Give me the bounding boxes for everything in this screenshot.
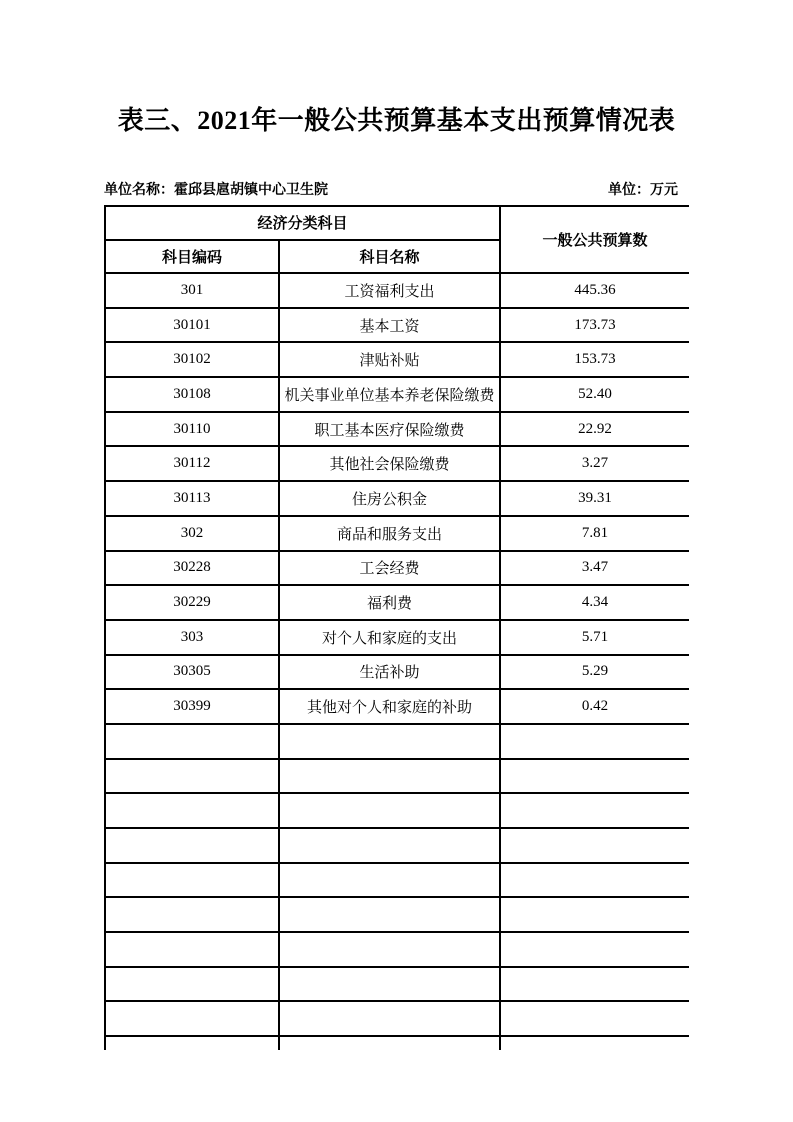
table-row — [105, 308, 689, 343]
cell-name: 其他社会保险缴费 — [279, 446, 500, 481]
cell-budget: 173.73 — [500, 308, 689, 343]
cell-name — [279, 967, 500, 1002]
cell-budget — [500, 724, 689, 759]
header-row-1 — [105, 206, 689, 240]
cell-code: 303 — [105, 620, 279, 655]
cell-name: 生活补助 — [279, 655, 500, 690]
cell-name: 机关事业单位基本养老保险缴费 — [279, 377, 500, 412]
table-header — [105, 206, 689, 273]
table-row — [105, 1036, 689, 1050]
cell-budget — [500, 967, 689, 1002]
cell-name — [279, 897, 500, 932]
cell-code: 30399 — [105, 689, 279, 724]
cell-code: 30228 — [105, 551, 279, 586]
cell-budget — [500, 863, 689, 898]
cell-budget: 3.27 — [500, 446, 689, 481]
cell-budget — [500, 1036, 689, 1050]
cell-code: 30108 — [105, 377, 279, 412]
table-row — [105, 793, 689, 828]
table-row — [105, 689, 689, 724]
cell-name — [279, 1001, 500, 1036]
cell-name: 住房公积金 — [279, 481, 500, 516]
cell-budget — [500, 793, 689, 828]
cell-budget: 5.71 — [500, 620, 689, 655]
cell-name: 对个人和家庭的支出 — [279, 620, 500, 655]
cell-budget: 0.42 — [500, 689, 689, 724]
table-row — [105, 412, 689, 447]
table-row — [105, 724, 689, 759]
table-row — [105, 342, 689, 377]
cell-budget: 22.92 — [500, 412, 689, 447]
cell-name: 职工基本医疗保险缴费 — [279, 412, 500, 447]
cell-budget: 39.31 — [500, 481, 689, 516]
cell-code — [105, 863, 279, 898]
header-economic-category: 经济分类科目 — [105, 206, 500, 240]
cell-code — [105, 1001, 279, 1036]
cell-budget — [500, 932, 689, 967]
unit-label: 单位：万元 — [608, 183, 678, 198]
cell-name: 工资福利支出 — [279, 273, 500, 308]
header-subject-name: 科目名称 — [279, 240, 500, 274]
table-row — [105, 828, 689, 863]
cell-code: 301 — [105, 273, 279, 308]
cell-budget — [500, 759, 689, 794]
cell-name: 商品和服务支出 — [279, 516, 500, 551]
cell-budget: 4.34 — [500, 585, 689, 620]
cell-budget — [500, 828, 689, 863]
table-row — [105, 1001, 689, 1036]
cell-name — [279, 1036, 500, 1050]
budget-table — [104, 205, 689, 1050]
cell-name — [279, 863, 500, 898]
cell-name — [279, 724, 500, 759]
cell-code — [105, 932, 279, 967]
cell-budget: 7.81 — [500, 516, 689, 551]
cell-code — [105, 828, 279, 863]
table-row — [105, 759, 689, 794]
cell-name: 基本工资 — [279, 308, 500, 343]
cell-budget: 3.47 — [500, 551, 689, 586]
page-title: 表三、2021年一般公共预算基本支出预算情况表 — [117, 106, 676, 135]
cell-name: 津贴补贴 — [279, 342, 500, 377]
cell-budget: 5.29 — [500, 655, 689, 690]
cell-name: 其他对个人和家庭的补助 — [279, 689, 500, 724]
unit-name — [104, 179, 328, 199]
table-row — [105, 446, 689, 481]
cell-name: 福利费 — [279, 585, 500, 620]
table-row — [105, 897, 689, 932]
cell-code: 30110 — [105, 412, 279, 447]
cell-code: 30305 — [105, 655, 279, 690]
cell-code — [105, 793, 279, 828]
table-row — [105, 655, 689, 690]
table-body — [105, 273, 689, 1050]
cell-code: 302 — [105, 516, 279, 551]
unit-name-label: 单位名称： — [104, 183, 174, 198]
cell-name: 工会经费 — [279, 551, 500, 586]
table-row — [105, 551, 689, 586]
cell-code — [105, 724, 279, 759]
cell-budget: 52.40 — [500, 377, 689, 412]
meta-row — [104, 179, 689, 199]
table-row — [105, 967, 689, 1002]
cell-code — [105, 897, 279, 932]
table-row — [105, 620, 689, 655]
table-row — [105, 273, 689, 308]
table-row — [105, 377, 689, 412]
unit-name-value: 霍邱县扈胡镇中心卫生院 — [174, 183, 328, 198]
table-row — [105, 516, 689, 551]
cell-name — [279, 828, 500, 863]
cell-budget: 153.73 — [500, 342, 689, 377]
cell-budget — [500, 897, 689, 932]
table-row — [105, 585, 689, 620]
cell-name — [279, 932, 500, 967]
table-row — [105, 863, 689, 898]
table-row — [105, 932, 689, 967]
table-container — [104, 205, 689, 1050]
cell-name — [279, 793, 500, 828]
cell-budget: 445.36 — [500, 273, 689, 308]
cell-code — [105, 1036, 279, 1050]
cell-code: 30113 — [105, 481, 279, 516]
header-general-budget: 一般公共预算数 — [500, 206, 689, 273]
cell-code — [105, 967, 279, 1002]
cell-budget — [500, 1001, 689, 1036]
cell-name — [279, 759, 500, 794]
header-subject-code: 科目编码 — [105, 240, 279, 274]
cell-code: 30101 — [105, 308, 279, 343]
cell-code — [105, 759, 279, 794]
table-row — [105, 481, 689, 516]
cell-code: 30229 — [105, 585, 279, 620]
cell-code: 30102 — [105, 342, 279, 377]
cell-code: 30112 — [105, 446, 279, 481]
